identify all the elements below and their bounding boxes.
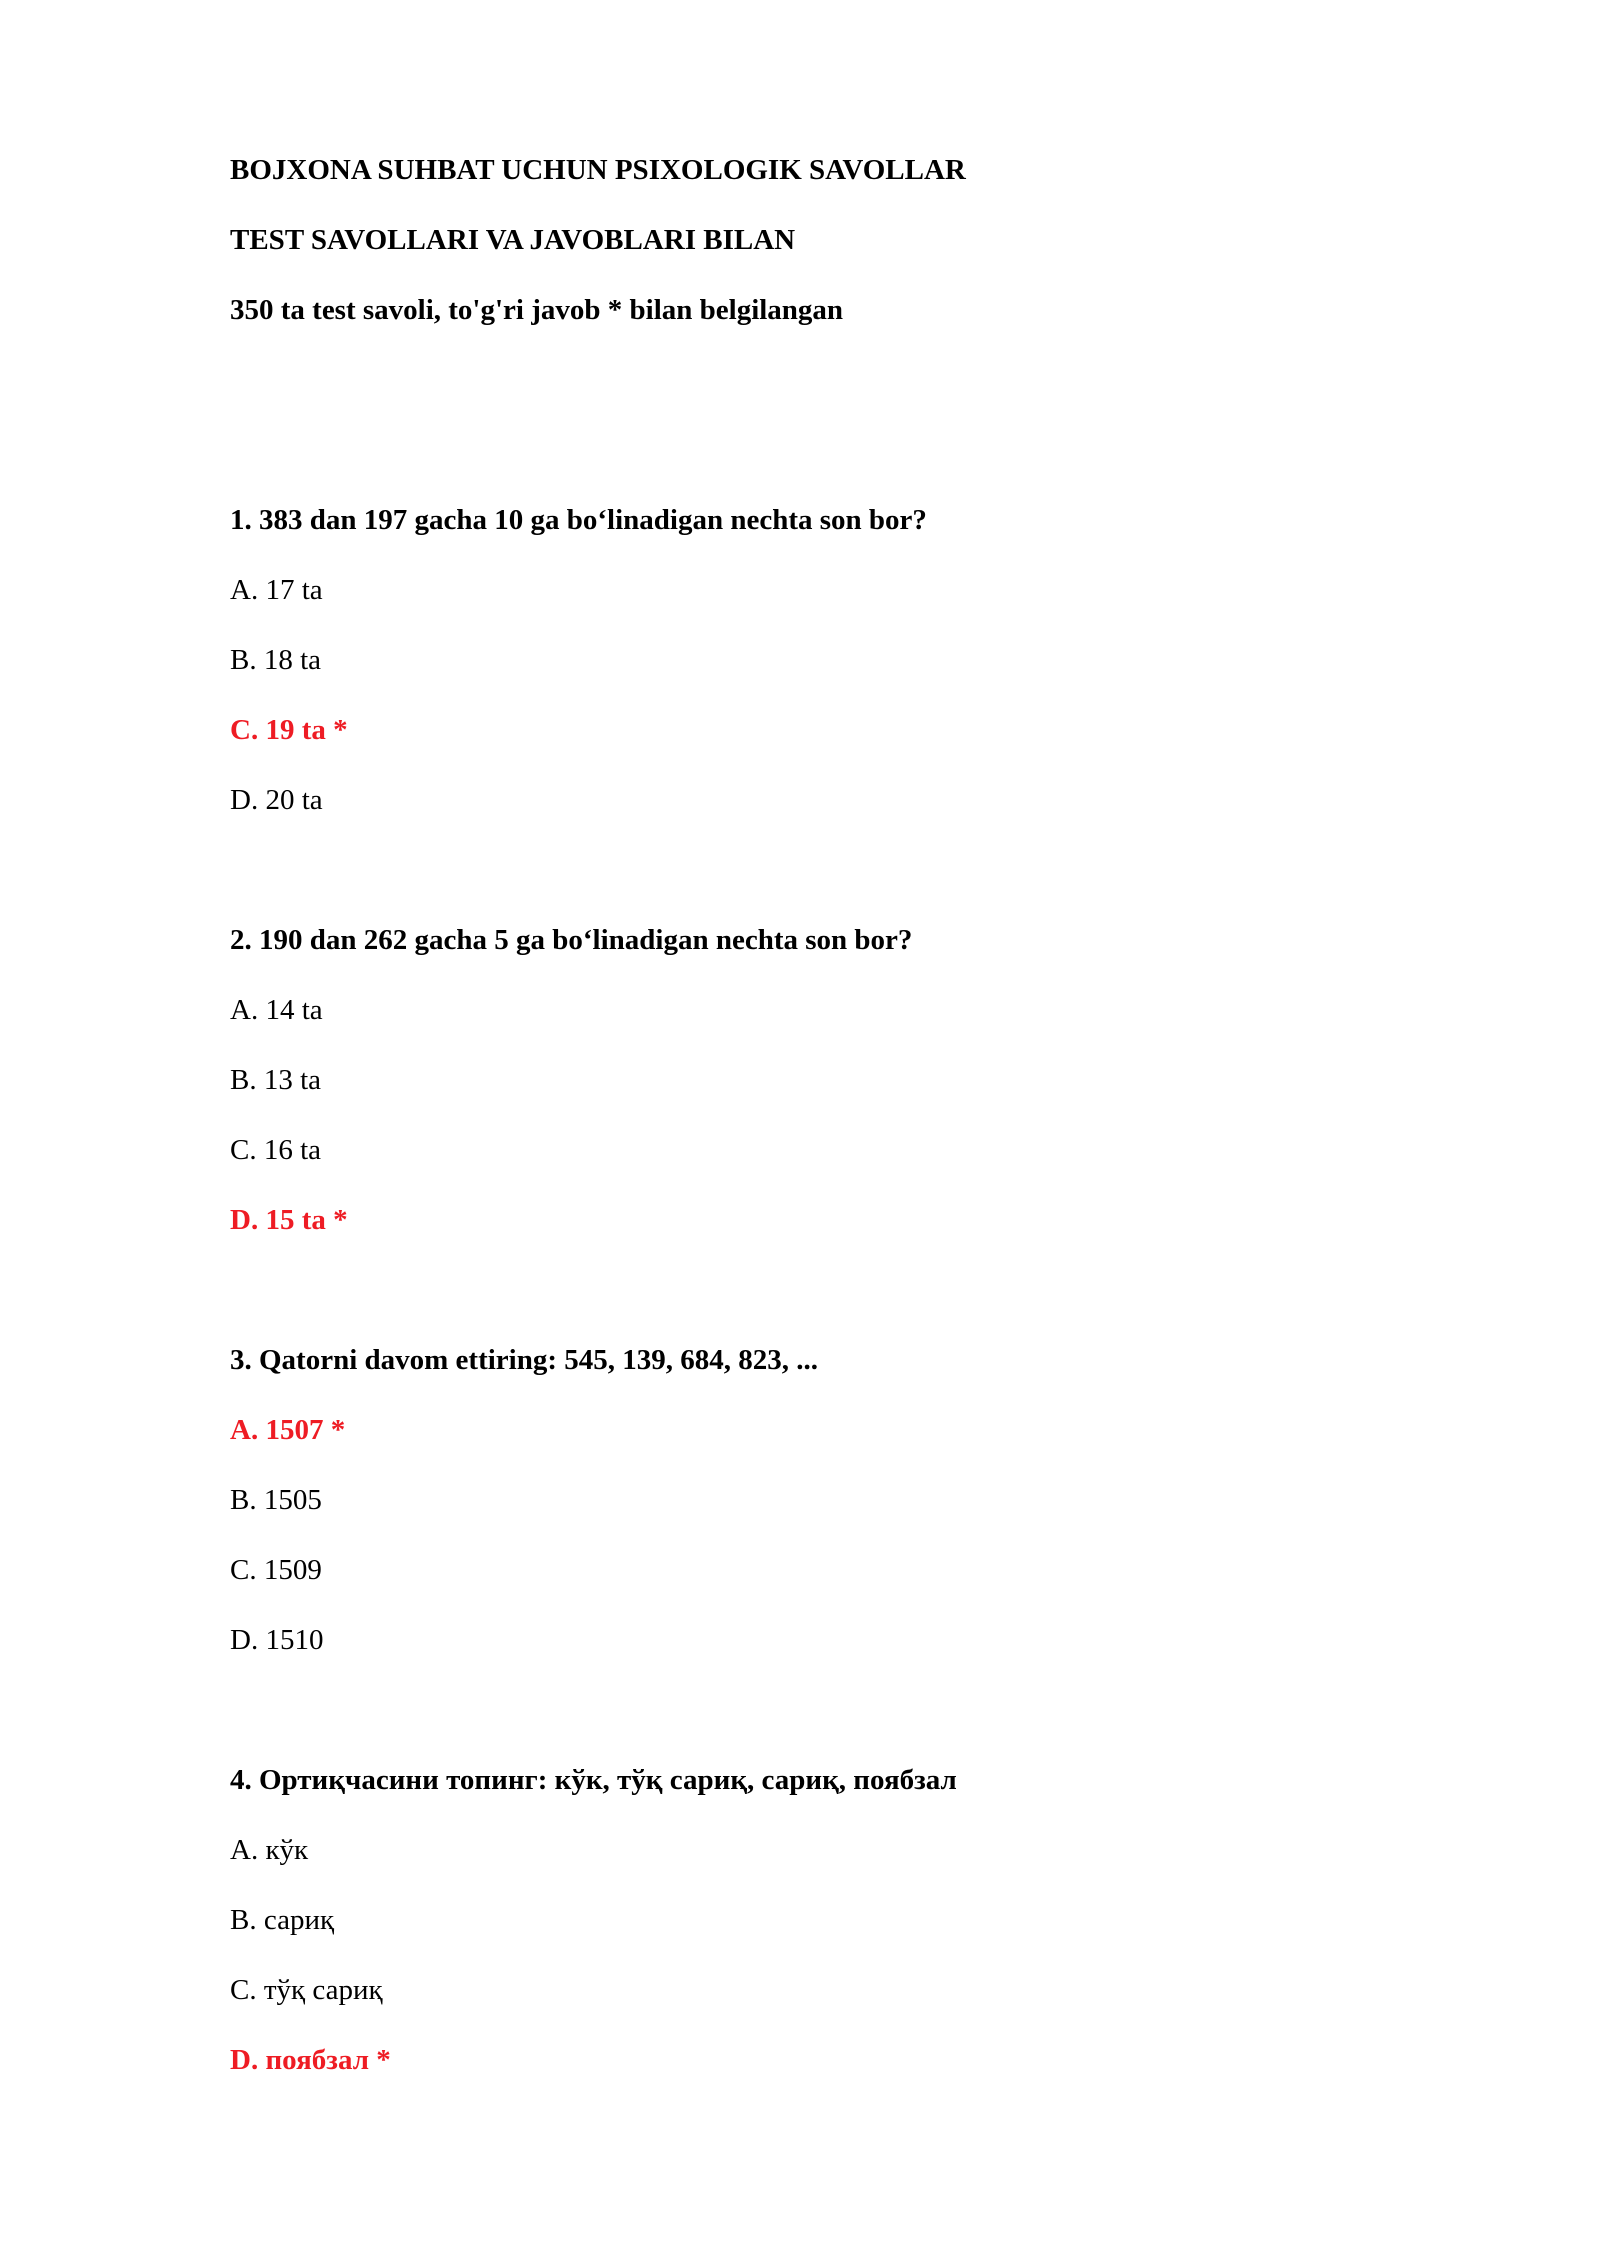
answer-option: D. 1510 xyxy=(230,1624,324,1656)
answer-option: A. 14 ta xyxy=(230,994,323,1026)
answer-option: C. 16 ta xyxy=(230,1134,322,1166)
question-text: 2. 190 dan 262 gacha 5 ga bo‘linadigan nechta son bor? xyxy=(230,924,913,956)
answer-option: B. 13 ta xyxy=(230,1064,322,1096)
answer-option-correct: D. 15 ta * xyxy=(230,1204,348,1236)
document-title: BOJXONA SUHBAT UCHUN PSIXOLOGIK SAVOLLAR xyxy=(230,154,966,186)
answer-option: C. тўқ сариқ xyxy=(230,1974,383,2006)
answer-option-correct: C. 19 ta * xyxy=(230,714,348,746)
answer-option: B. 1505 xyxy=(230,1484,322,1516)
answer-option-correct: D. поябзал * xyxy=(230,2044,391,2076)
answer-option: A. 17 ta xyxy=(230,574,323,606)
answer-option: B. сариқ xyxy=(230,1904,335,1936)
question-text: 3. Qatorni davom ettiring: 545, 139, 684, 823, ... xyxy=(230,1344,819,1376)
answer-option: A. кўк xyxy=(230,1834,309,1866)
question-text: 4. Ортиқчасини топинг: кўк, тўқ сариқ, сариқ, поябзал xyxy=(230,1764,957,1796)
answer-option: B. 18 ta xyxy=(230,644,322,676)
answer-option: C. 1509 xyxy=(230,1554,322,1586)
question-text: 1. 383 dan 197 gacha 10 ga bo‘linadigan nechta son bor? xyxy=(230,504,927,536)
answer-option: D. 20 ta xyxy=(230,784,323,816)
document-title-line-2: TEST SAVOLLARI VA JAVOBLARI BILAN xyxy=(230,224,796,256)
answer-option-correct: A. 1507 * xyxy=(230,1414,346,1446)
document-subtitle: 350 ta test savoli, to'g'ri javob * bilan belgilangan xyxy=(230,294,844,326)
